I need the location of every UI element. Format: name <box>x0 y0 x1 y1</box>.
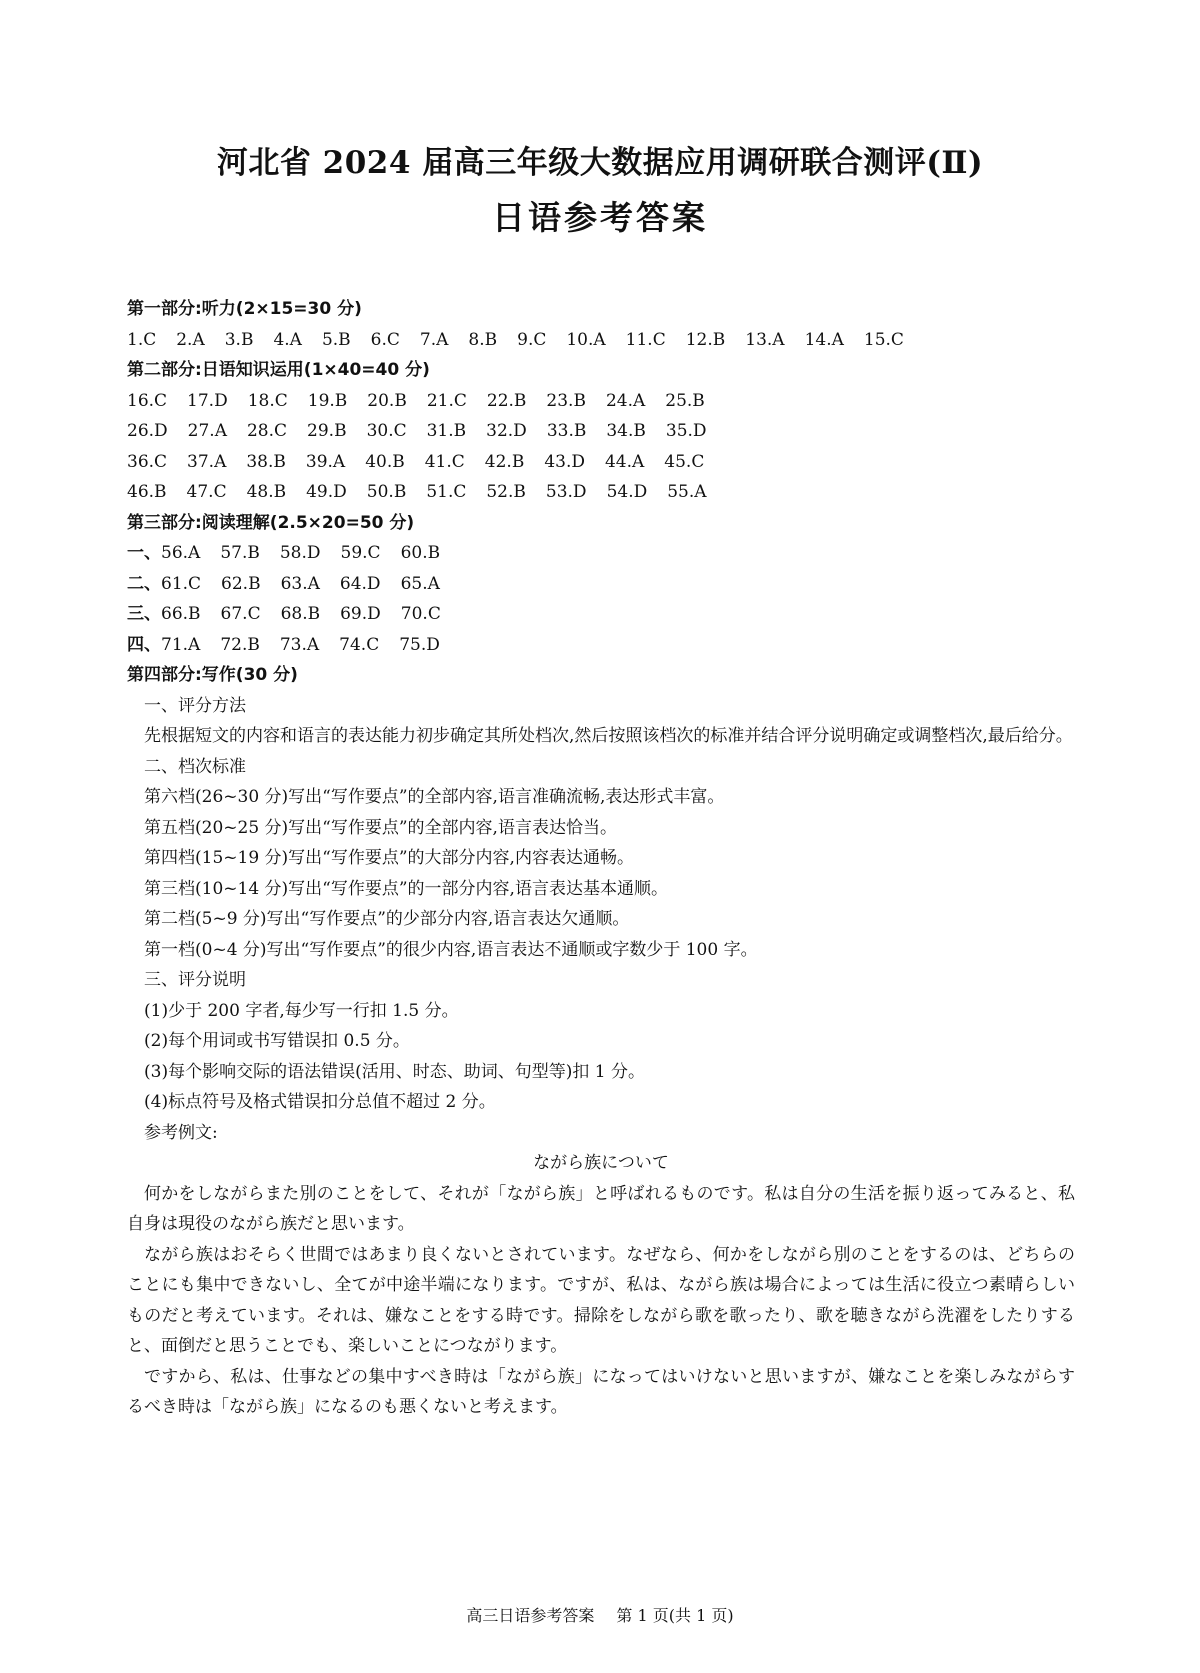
answer-item: 36.C <box>127 451 168 472</box>
grade-level-item: 第六档(26~30 分)写出“写作要点”的全部内容,语言准确流畅,表达形式丰富。 <box>144 787 725 807</box>
page-subtitle: 日语参考答案 <box>492 198 708 237</box>
answer-item: 30.C <box>366 421 407 441</box>
answer-item: 2.A <box>176 329 205 350</box>
answer-body <box>127 294 1075 1423</box>
answer-item: 42.B <box>484 451 525 472</box>
group-label: 一、 <box>127 543 161 563</box>
answer-item: 32.D <box>486 421 527 441</box>
answer-item: 19.B <box>307 390 348 411</box>
part2-row <box>127 447 1075 478</box>
answer-item: 40.B <box>365 451 405 472</box>
part3-heading: 第三部分:阅读理解(2.5×20=50 分) <box>127 512 415 533</box>
part3-group <box>127 538 1075 569</box>
part2-row <box>127 416 1075 447</box>
answer-item: 53.D <box>545 482 587 502</box>
answer-item: 26.D <box>127 421 168 441</box>
answer-item: 49.D <box>306 482 347 502</box>
answer-item: 71.A <box>161 634 201 655</box>
answer-item: 28.C <box>246 421 288 441</box>
answer-item: 48.B <box>246 482 287 502</box>
answer-item: 4.A <box>273 329 302 350</box>
answer-item: 65.A <box>400 573 440 594</box>
part4-heading: 第四部分:写作(30 分) <box>127 665 298 685</box>
essay-paragraph: ですから、私は、仕事などの集中すべき時は「ながら族」になってはいけないと思いますが、嫌なことを楽しみながらするべき時は「ながら族」になるのも悪くないと考えます。 <box>127 1366 1075 1417</box>
answer-item: 66.B <box>161 604 201 624</box>
answer-item: 54.D <box>606 482 648 502</box>
answer-item: 14.A <box>804 329 844 350</box>
answer-item: 70.C <box>400 604 441 624</box>
group-label: 三、 <box>127 604 161 624</box>
answer-item: 43.D <box>544 451 585 472</box>
answer-item: 21.C <box>426 390 467 411</box>
part2-heading: 第二部分:日语知识运用(1×40=40 分) <box>127 360 430 380</box>
page-footer <box>0 1603 1200 1626</box>
scoring-note-item: (1)少于 200 字者,每少写一行扣 1.5 分。 <box>144 1000 459 1021</box>
answer-item: 8.B <box>468 329 498 350</box>
answer-item: 12.B <box>685 329 726 350</box>
grade-level-item: 第五档(20~25 分)写出“写作要点”的全部内容,语言表达恰当。 <box>144 817 617 838</box>
answer-item: 33.B <box>546 421 587 441</box>
answer-item: 67.C <box>220 604 261 624</box>
answer-item: 7.A <box>419 329 449 350</box>
grade-level-item: 第四档(15~19 分)写出“写作要点”的大部分内容,内容表达通畅。 <box>144 848 634 868</box>
part3-group <box>127 569 1075 600</box>
answer-item: 44.A <box>604 451 645 472</box>
answer-item: 27.A <box>187 421 227 441</box>
answer-item: 46.B <box>127 482 167 502</box>
answer-item: 64.D <box>339 573 381 594</box>
answer-item: 47.C <box>186 482 227 502</box>
part1-answers <box>127 325 1075 356</box>
answer-item: 35.D <box>665 421 707 441</box>
answer-item: 38.B <box>246 451 286 472</box>
footer-page-number: 第 1 页(共 1 页) <box>616 1606 734 1625</box>
scoring-notes-title: 三、评分说明 <box>144 970 246 990</box>
grade-level-item: 第一档(0~4 分)写出“写作要点”的很少内容,语言表达不通顺或字数少于 100 字。 <box>144 939 758 960</box>
answer-item: 75.D <box>399 634 440 655</box>
answer-item: 5.B <box>321 329 351 350</box>
answer-item: 24.A <box>605 390 646 411</box>
scoring-note-item: (2)每个用词或书写错误扣 0.5 分。 <box>144 1031 410 1051</box>
answer-item: 34.B <box>606 421 646 441</box>
grade-level-item: 第三档(10~14 分)写出“写作要点”的一部分内容,语言表达基本通顺。 <box>144 878 668 899</box>
grade-level-item: 第二档(5~9 分)写出“写作要点”的少部分内容,语言表达欠通顺。 <box>144 909 630 929</box>
essay-paragraph: 何かをしながらまた別のことをして、それが「ながら族」と呼ばれるものです。私は自分の生活を振り返ってみると、私自身は現役のながら族だと思います。 <box>127 1183 1075 1234</box>
answer-item: 37.A <box>187 451 227 472</box>
scoring-note-item: (4)标点符号及格式错误扣分总值不超过 2 分。 <box>144 1092 496 1112</box>
scoring-note-item: (3)每个影响交际的语法错误(活用、时态、助词、句型等)扣 1 分。 <box>144 1061 645 1082</box>
answer-item: 16.C <box>127 390 168 411</box>
answer-item: 68.B <box>280 604 321 624</box>
answer-item: 73.A <box>279 634 320 655</box>
answer-item: 10.A <box>566 329 606 350</box>
scoring-method-text: 先根据短文的内容和语言的表达能力初步确定其所处档次,然后按照该档次的标准并结合评分说明确定或调整档次,最后给分。 <box>144 726 1073 746</box>
answer-item: 72.B <box>220 634 260 655</box>
part3-group <box>127 630 1075 661</box>
essay-paragraph: ながら族はおそらく世間ではあまり良くないとされています。なぜなら、何かをしながら別のことをするのは、どちらのことにも集中できないし、全てが中途半端になります。ですが、私は、ながら族は場合によっては生活に役立つ素晴らしいものだと考えています。それは、嫌なことをする時です。掃除をしながら歌を歌ったり、歌を聴きながら洗濯をしたりすると、面倒だと思うことでも、楽しいことにつながります。 <box>127 1244 1075 1356</box>
sample-essay-title: ながら族について <box>533 1153 669 1173</box>
group-label: 二、 <box>127 573 161 594</box>
answer-item: 13.A <box>745 329 785 350</box>
answer-item: 23.B <box>546 390 586 411</box>
answer-item: 20.B <box>367 390 407 411</box>
page-title: 河北省 2024 届高三年级大数据应用调研联合测评(Ⅱ) <box>216 145 984 181</box>
answer-item: 60.B <box>400 543 441 563</box>
answer-item: 22.B <box>486 390 527 411</box>
footer-doc-name: 高三日语参考答案 <box>466 1606 595 1625</box>
answer-item: 31.B <box>426 421 467 441</box>
answer-item: 51.C <box>426 482 467 502</box>
answer-item: 61.C <box>161 573 202 594</box>
answer-item: 45.C <box>664 451 705 472</box>
answer-item: 18.C <box>247 390 288 411</box>
answer-item: 74.C <box>339 634 380 655</box>
answer-item: 69.D <box>340 604 381 624</box>
answer-item: 6.C <box>370 329 400 350</box>
part2-row <box>127 477 1075 508</box>
answer-item: 50.B <box>366 482 407 502</box>
answer-item: 15.C <box>863 329 904 350</box>
answer-item: 41.C <box>424 451 465 472</box>
answer-item: 55.A <box>667 482 707 502</box>
part2-row <box>127 386 1075 417</box>
answer-item: 29.B <box>307 421 347 441</box>
grade-levels-title: 二、档次标准 <box>144 756 246 777</box>
answer-item: 56.A <box>161 543 201 563</box>
group-label: 四、 <box>127 634 161 655</box>
part3-group <box>127 599 1075 630</box>
answer-item: 59.C <box>340 543 381 563</box>
sample-essay-label: 参考例文: <box>144 1122 218 1143</box>
scoring-method-title: 一、评分方法 <box>144 695 246 716</box>
answer-item: 3.B <box>224 329 254 350</box>
answer-item: 39.A <box>305 451 346 472</box>
answer-item: 52.B <box>486 482 526 502</box>
answer-item: 9.C <box>517 329 547 350</box>
answer-item: 62.B <box>221 573 261 594</box>
answer-item: 57.B <box>220 543 260 563</box>
answer-item: 11.C <box>625 329 666 350</box>
answer-item: 17.D <box>187 390 228 411</box>
answer-item: 25.B <box>665 390 705 411</box>
answer-item: 1.C <box>127 329 157 350</box>
answer-item: 63.A <box>280 573 320 594</box>
answer-item: 58.D <box>279 543 321 563</box>
part1-heading: 第一部分:听力(2×15=30 分) <box>127 299 362 319</box>
